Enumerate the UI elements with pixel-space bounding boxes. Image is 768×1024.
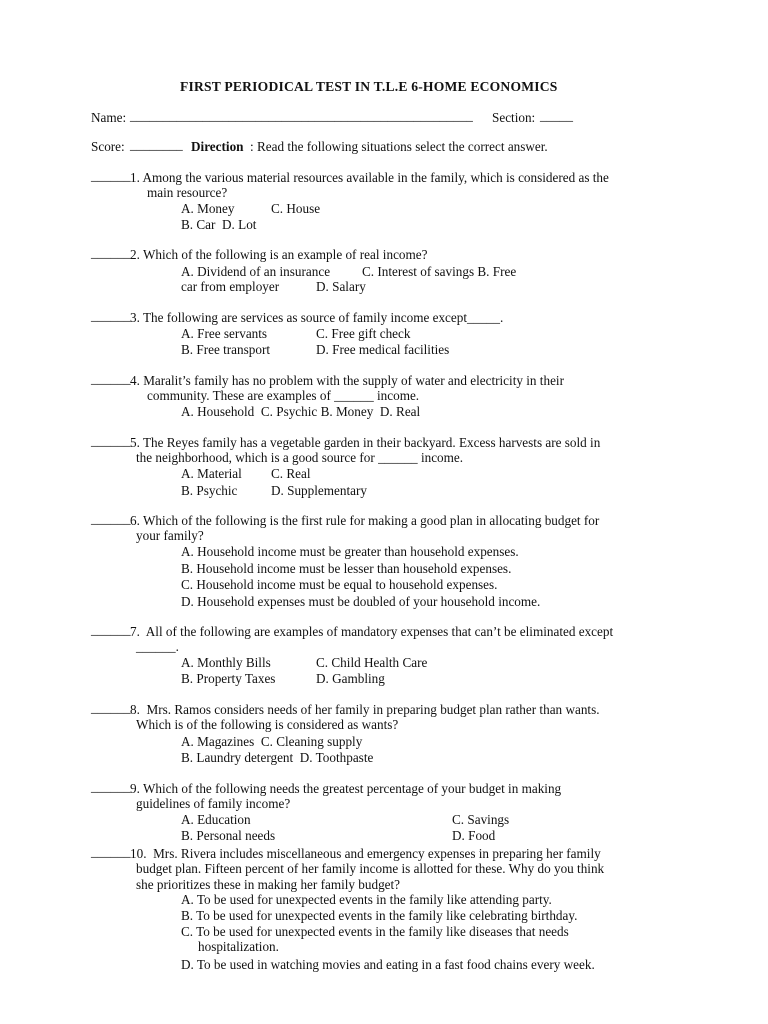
option: B. Laundry detergent D. Toothpaste (181, 750, 374, 765)
direction-text: : Read the following situations select the correct answer. (250, 139, 548, 154)
question-text: 6. Which of the following is the first rule for making a good plan in allocating budget for (130, 513, 600, 528)
question-text: 3. The following are services as source of family income except_____. (130, 310, 504, 325)
question-text: Which is of the following is considered as wants? (136, 717, 399, 732)
direction-label: Direction (191, 139, 244, 154)
score-label: Score: (91, 139, 125, 154)
option: A. Monthly Bills (181, 655, 271, 670)
answer-blank[interactable]: ______ (91, 622, 131, 637)
option: A. Free servants (181, 326, 268, 341)
option: D. Gambling (316, 671, 385, 686)
question-text: guidelines of family income? (136, 796, 291, 811)
answer-blank[interactable]: ______ (91, 308, 131, 323)
answer-blank[interactable]: ______ (91, 245, 131, 260)
question-text: budget plan. Fifteen percent of her family income is allotted for these. Why do you think (136, 861, 605, 876)
option: C. Real (271, 466, 311, 481)
option: D. To be used in watching movies and eating in a fast food chains every week. (181, 957, 595, 972)
option: D. Household expenses must be doubled of your household income. (181, 594, 541, 609)
option: C. To be used for unexpected events in the family like diseases that needs (181, 924, 569, 939)
option: D. Free medical facilities (316, 342, 450, 357)
question-text: 10. Mrs. Rivera includes miscellaneous and emergency expenses in preparing her family (130, 846, 601, 861)
question-text: the neighborhood, which is a good source for ______ income. (136, 450, 464, 465)
answer-blank[interactable]: ______ (91, 168, 131, 183)
question-text: 2. Which of the following is an example of real income? (130, 247, 428, 262)
question-text: 5. The Reyes family has a vegetable garden in their backyard. Excess harvests are sold in (130, 435, 601, 450)
option: A. Material (181, 466, 242, 481)
answer-blank[interactable]: ______ (91, 433, 131, 448)
option: B. Free transport (181, 342, 270, 357)
option: B. Personal needs (181, 828, 276, 843)
option: A. Dividend of an insurance (181, 264, 331, 279)
name-label: Name: (91, 110, 127, 125)
option: B. To be used for unexpected events in the family like celebrating birthday. (181, 908, 578, 923)
question-text: main resource? (147, 185, 228, 200)
question-text: ______. (136, 639, 179, 654)
option: C. House (271, 201, 321, 216)
score-blank[interactable]: ________ (130, 137, 183, 152)
option: A. Education (181, 812, 251, 827)
answer-blank[interactable]: ______ (91, 371, 131, 386)
option: D. Salary (316, 279, 366, 294)
name-blank[interactable]: ____________________________________________________ (130, 108, 473, 123)
option: B. Property Taxes (181, 671, 276, 686)
answer-blank[interactable]: ______ (91, 700, 131, 715)
question-text: 4. Maralit’s family has no problem with the supply of water and electricity in their (130, 373, 564, 388)
option: C. Interest of savings B. Free (362, 264, 517, 279)
option: B. Household income must be lesser than household expenses. (181, 561, 512, 576)
page-title: FIRST PERIODICAL TEST IN T.L.E 6-HOME ECONOMICS (180, 79, 558, 94)
option: hospitalization. (198, 939, 279, 954)
option: C. Free gift check (316, 326, 411, 341)
option: D. Supplementary (271, 483, 367, 498)
question-text: 7. All of the following are examples of mandatory expenses that can’t be eliminated except (130, 624, 614, 639)
question-text: she prioritizes these in making her family budget? (136, 877, 401, 892)
option: car from employer (181, 279, 280, 294)
option: A. Household income must be greater than household expenses. (181, 544, 519, 559)
question-text: 9. Which of the following needs the greatest percentage of your budget in making (130, 781, 562, 796)
answer-blank[interactable]: ______ (91, 779, 131, 794)
option: B. Psychic (181, 483, 238, 498)
option: A. Household C. Psychic B. Money D. Real (181, 404, 421, 419)
section-blank[interactable]: _____ (540, 108, 573, 123)
option: C. Child Health Care (316, 655, 428, 670)
option: D. Food (452, 828, 496, 843)
question-text: your family? (136, 528, 204, 543)
option: C. Household income must be equal to household expenses. (181, 577, 498, 592)
option: C. Savings (452, 812, 510, 827)
option: A. Money (181, 201, 235, 216)
question-text: community. These are examples of ______ income. (147, 388, 420, 403)
option: A. Magazines C. Cleaning supply (181, 734, 363, 749)
question-text: 8. Mrs. Ramos considers needs of her family in preparing budget plan rather than wants. (130, 702, 600, 717)
question-text: 1. Among the various material resources available in the family, which is considered as the (130, 170, 609, 185)
option: B. Car D. Lot (181, 217, 257, 232)
section-label: Section: (492, 110, 536, 125)
answer-blank[interactable]: ______ (91, 511, 131, 526)
answer-blank[interactable]: ______ (91, 844, 131, 859)
option: A. To be used for unexpected events in the family like attending party. (181, 892, 552, 907)
